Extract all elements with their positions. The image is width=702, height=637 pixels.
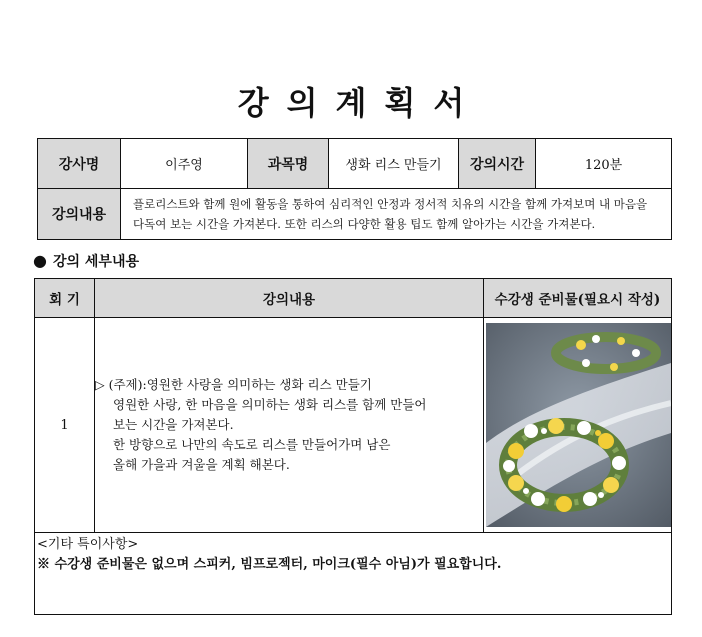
header-materials: 수강생 준비물(필요시 작성)	[484, 279, 672, 318]
bullet-icon: ●	[33, 251, 47, 270]
content-label: 강의내용	[38, 189, 121, 240]
content-line: 한 방향으로 나만의 속도로 리스를 만들어가며 남은	[113, 437, 391, 452]
materials-cell	[484, 318, 672, 533]
subject-value: 생화 리스 만들기	[329, 139, 459, 189]
section-label: 강의 세부내용	[52, 254, 139, 270]
subject-label: 과목명	[248, 139, 329, 189]
instructor-label: 강사명	[38, 139, 121, 189]
notes-cell	[35, 533, 672, 615]
content-line: 영원한 사랑, 한 마음을 의미하는 생화 리스를 함께 만들어	[113, 397, 427, 412]
session-number: 1	[35, 318, 95, 533]
content-line-1: 플로리스트와 함께 원에 활동을 통하여 심리적인 안정과 정서적 치유의 시간을 함께 가져보며 내 마음을	[133, 197, 648, 211]
wreath-photo	[486, 323, 671, 527]
section-heading	[33, 251, 139, 271]
header-session: 회 기	[35, 279, 95, 318]
notes-title: <기타 특이사항>	[37, 537, 139, 552]
content-line-2: 다독여 보는 시간을 가져본다. 또한 리스의 다양한 활용 팁도 함께 알아가는 시간을 가져본다.	[133, 217, 596, 231]
header-content: 강의내용	[95, 279, 484, 318]
content-line: 올해 가을과 겨울을 계획 해본다.	[113, 457, 290, 472]
lecture-detail-table	[34, 278, 672, 615]
instructor-info-table	[37, 138, 672, 240]
time-value: 120분	[536, 139, 672, 189]
content-description	[121, 189, 672, 240]
time-label: 강의시간	[459, 139, 536, 189]
session-content	[95, 318, 484, 533]
instructor-value: 이주영	[121, 139, 248, 189]
content-line: 보는 시간을 가져본다.	[113, 417, 234, 432]
flower-wreath-image	[486, 323, 671, 527]
page-title: 강의계획서	[237, 84, 483, 122]
notes-body: ※ 수강생 준비물은 없으며 스피커, 빔프로젝터, 마이크(필수 아님)가 필요합니다.	[37, 557, 502, 572]
content-topic: ▷ (주제):영원한 사랑을 의미하는 생화 리스 만들기	[95, 377, 372, 392]
